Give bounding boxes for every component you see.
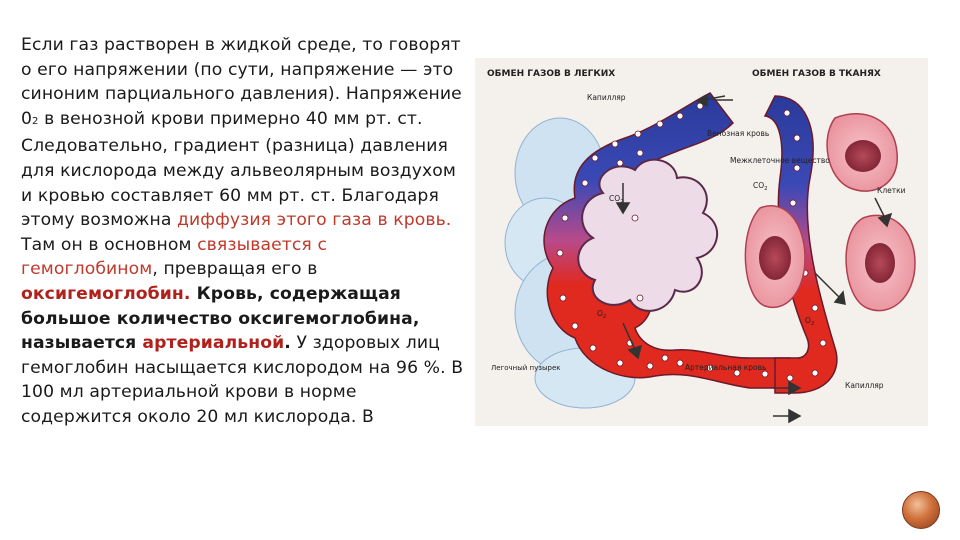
label-cells: Клетки [877, 186, 906, 195]
label-capillary-bottom: Капилляр [845, 381, 884, 390]
label-venous-blood: Венозная кровь [707, 129, 770, 138]
text-turning: , превращая его в [152, 259, 318, 280]
label-co2-tissue: $CO_2$ [753, 181, 768, 192]
body-text [21, 33, 466, 430]
highlight-binding: связывается с гемоглобином [21, 234, 327, 280]
highlight-oxyhemoglobin: оксигемоглобин. [21, 283, 191, 304]
text-blood-definition: Кровь, содержащая большое количество оксигемоглобина, называется [21, 283, 420, 354]
text-venous: в венозной крови примерно 40 мм рт. ст. Следовательно, градиент (разница) давления для кислорода между альвеолярным воздухом и кровью составляет 60 мм рт. ст. Благодаря этому возможна [21, 108, 456, 231]
text-period: . [284, 333, 291, 354]
label-o2-tissue: $O_2$ [805, 316, 815, 327]
title-lungs: ОБМЕН ГАЗОВ В ЛЕГКИХ [487, 69, 616, 79]
label-capillary-top: Капилляр [587, 93, 626, 102]
title-tissues: ОБМЕН ГАЗОВ В ТКАНЯХ [752, 69, 881, 79]
tissue-cells [745, 114, 915, 311]
gas-exchange-figure [475, 58, 928, 426]
text-intro: Если газ растворен в жидкой среде, то говорят о его напряжении (по сути, напряжение — это синоним парциального давления). Напряжение 0 [21, 35, 462, 129]
label-o2-lung: $O_2$ [597, 309, 607, 320]
gas-exchange-diagram [475, 58, 928, 426]
text-subscript: 2 [32, 115, 39, 127]
highlight-diffusion: диффузия этого газа в кровь. [177, 210, 452, 231]
text-saturation: У здоровых лиц гемоглобин насыщается кислородом на 96 %. В 100 мл артериальной крови в норме содержится около 20 мл кислорода. В [21, 333, 464, 427]
label-co2-lung: $CO_2$ [609, 194, 624, 205]
label-intercellular: Межклеточное вещество [730, 156, 830, 165]
label-arterial-blood: Артериальная кровь [685, 363, 767, 372]
alveolus [578, 160, 717, 311]
label-alveolus: Легочный пузырек [491, 364, 561, 372]
slide-corner-emblem [902, 491, 940, 529]
highlight-arterial: артериальной [142, 333, 285, 354]
text-mainly: Там он в основном [21, 234, 198, 255]
